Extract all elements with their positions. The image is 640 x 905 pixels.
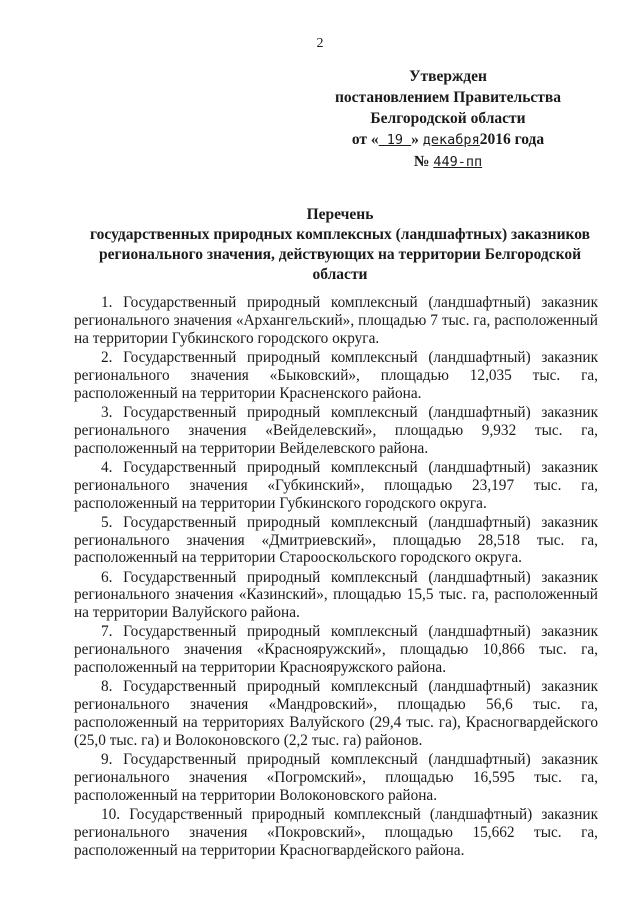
list-item-text: Государственный природный комплексный (ландшафтный) заказник регионального значения «Архангельский», площадью 7 тыс. га, расположенный на территории Губкинского городского округа. [74, 294, 599, 347]
list-item-number: 6. [101, 568, 113, 586]
list-item-number: 10. [101, 806, 121, 824]
page-number: 2 [316, 36, 324, 51]
list-item-number: 4. [101, 458, 113, 476]
list-item [74, 294, 598, 348]
number-value: 449-пп [433, 154, 483, 170]
approval-number [318, 151, 578, 173]
title-heading: Перечень [306, 206, 374, 223]
date-prefix: от « [351, 131, 379, 148]
approval-block [318, 66, 578, 173]
list-item [74, 459, 598, 513]
list-item [74, 349, 598, 403]
list-item-number: 7. [101, 623, 113, 641]
list-item [74, 569, 598, 623]
list-item [74, 514, 598, 568]
approval-line-3: Белгородской области [370, 110, 526, 127]
list-item-text: Государственный природный комплексный (ландшафтный) заказник регионального значения «Погромский», площадью 16,595 тыс. га, расположенный на территории Волоконовского района. [74, 751, 599, 804]
list-item-text: Государственный природный комплексный (ландшафтный) заказник регионального значения «Покровский», площадью 15,662 тыс. га, расположенный на территории Красногвардейского района. [74, 806, 598, 859]
list-item-number: 8. [101, 678, 113, 696]
list-item [74, 678, 598, 750]
list-item-number: 9. [101, 751, 113, 769]
list-item-text: Государственный природный комплексный (ландшафтный) заказник регионального значения «Быковский», площадью 12,035 тыс. га, расположенный на территории Красненского района. [74, 348, 599, 402]
list-item-number: 5. [101, 513, 113, 531]
date-mid: » [411, 131, 423, 148]
list-item [74, 806, 598, 860]
date-day: 19 [378, 132, 412, 148]
list-item [74, 751, 598, 805]
approval-date [318, 129, 578, 151]
list-item-text: Государственный природный комплексный (ландшафтный) заказник регионального значения «Дмитриевский», площадью 28,518 тыс. га, расположенный на территории Старооскольского городского округа. [74, 513, 599, 567]
list-item-text: Государственный природный комплексный (ландшафтный) заказник регионального значения «Вейделевский», площадью 9,932 тыс. га, расположенный на территории Вейделевского района. [74, 403, 599, 457]
reserves-list [74, 294, 598, 861]
list-item-text: Государственный природный комплексный (ландшафтный) заказник регионального значения «Губкинский», площадью 23,197 тыс. га, расположенный на территории Губкинского городского округа. [74, 458, 599, 512]
approval-line-1: Утвержден [409, 68, 487, 85]
list-item [74, 404, 598, 458]
list-item-number: 3. [101, 403, 113, 421]
number-prefix: № [413, 153, 434, 170]
approval-line-2: постановлением Правительства [334, 89, 562, 106]
list-item-text: Государственный природный комплексный (ландшафтный) заказник регионального значения «Краснояружский», площадью 10,866 тыс. га, расположенный на территории Краснояружского района. [74, 623, 599, 677]
date-month: декабря [422, 132, 480, 148]
list-item-text: Государственный природный комплексный (ландшафтный) заказник регионального значения «Мандровский», площадью 56,6 тыс. га, расположенный на территориях Валуйского (29,4 тыс. га), Красногвардейского (25,0 тыс. га) и Волоконовского (2,2 тыс. га) районов. [74, 678, 599, 750]
document-title [70, 205, 610, 285]
list-item-number: 2. [101, 348, 113, 366]
list-item-text: Государственный природный комплексный (ландшафтный) заказник регионального значения «Казинский», площадью 15,5 тыс. га, расположенный на территории Валуйского района. [74, 568, 599, 622]
list-item-number: 1. [101, 294, 113, 311]
date-year: 2016 года [479, 131, 545, 148]
title-subheading: государственных природных комплексных (ландшафтных) заказников регионального значения, действующих на территории Белгородской области [90, 226, 590, 283]
list-item [74, 623, 598, 677]
